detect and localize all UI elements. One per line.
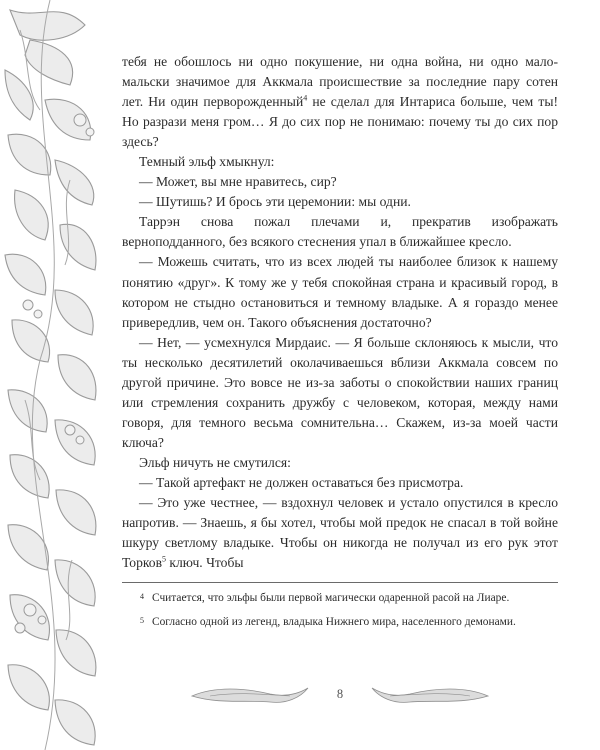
paragraph: — Может, вы мне нравитесь, сир? [139, 174, 337, 190]
paragraph: — Шутишь? И брось эти церемонии: мы одни. [139, 194, 411, 210]
footnote-text: Считается, что эльфы были первой магически одаренной расой на Лиаре. [152, 592, 510, 604]
floral-border-ornament [0, 0, 108, 750]
footnote-ref: 4 [303, 93, 308, 103]
page-flourish-icon [370, 682, 490, 708]
footnote [122, 590, 558, 607]
paragraph: — Можешь считать, что из всех людей ты наиболее близок к нашему понятию «друг». К тому же у тебя спокойная страна и красивый город, в котором не стыдно остановиться и темному владыке. А я гораздо менее привередлив, чем он. Такого объяснения достаточно? [122, 254, 558, 330]
paragraph: Темный эльф хмыкнул: [139, 154, 275, 170]
paragraph: тебя не обошлось ни одно покушение, ни одна война, ни одно мало-мальски значимое для Аккмала происшествие за последние пару сотен лет. Ни один перворожденный$^4$ не сделал для Интариса больше, чем ты! Но разрази меня гром… Я до сих пор не понимаю: почему ты до сих пор здесь? [122, 54, 558, 150]
footnote-ref: 5 [162, 554, 167, 564]
paragraph: — Это уже честнее, — вздохнул человек и устало опустился в кресло напротив. — Знаешь, я бы хотел, чтобы мой предок не спасал в той войне шкуру светлому владыке. Чтобы он никогда не получал из его рук этот Торков$^5$ ключ. Чтобы [122, 495, 558, 571]
footnote [122, 614, 558, 631]
main-text [122, 52, 558, 573]
paragraph: — Нет, — усмехнулся Мирдаис. — Я больше склоняюсь к мысли, что ты несколько десятилетий околачиваешься вблизи Аккмала совсем по другой причине. Это вовсе не из-за заботы о спокойствии наших границ или стремления сохранить дружбу с человеком, которая, между нами говоря, для темного весьма сомнительна… Скажем, из-за моей части ключа? [122, 334, 558, 450]
footnote-text: Согласно одной из легенд, владыка Нижнего мира, населенного демонами. [152, 616, 516, 628]
paragraph: Эльф ничуть не смутился: [139, 454, 291, 470]
footnote-divider [122, 582, 558, 583]
footnotes [122, 590, 558, 638]
page-number: 8 [336, 687, 344, 701]
page-footer [180, 678, 500, 714]
footnote-mark: 4 [140, 592, 144, 601]
paragraph: — Такой артефакт не должен оставаться без присмотра. [139, 474, 464, 490]
footnote-mark: 5 [140, 616, 144, 625]
paragraph: Таррэн снова пожал плечами и, прекратив изображать верноподданного, без всякого стеснения упал в ближайшее кресло. [122, 214, 558, 250]
